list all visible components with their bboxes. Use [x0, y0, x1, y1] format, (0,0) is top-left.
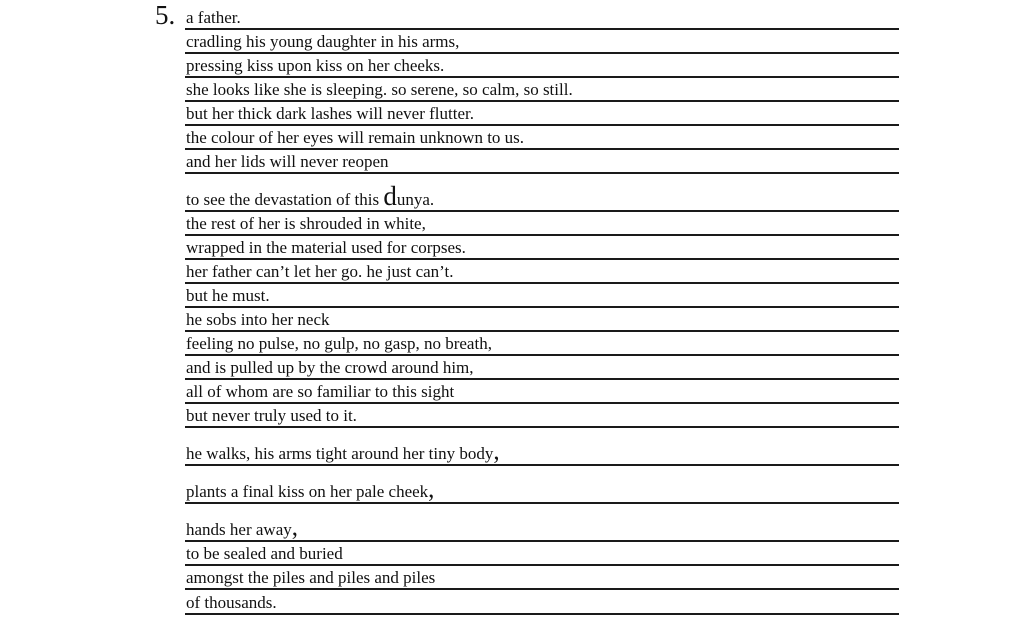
poem-line-text [186, 438, 500, 465]
poem-line [185, 150, 899, 174]
poem-line [185, 590, 899, 615]
poem-line-text: and is pulled up by the crowd around him, [186, 358, 474, 377]
poem-line-text: but he must. [186, 286, 270, 305]
poem-line-text: but never truly used to it. [186, 406, 357, 425]
poem-enlarged-comma: , [291, 514, 298, 541]
poem-line-segment: unya. [396, 190, 435, 209]
poem-line-text: and her lids will never reopen [186, 152, 389, 171]
poem-line [185, 566, 899, 590]
poem-enlarged-comma: , [493, 438, 500, 465]
poem-line-text [186, 476, 435, 503]
poem-line [185, 404, 899, 428]
poem-line-text: he sobs into her neck [186, 310, 330, 329]
poem-line [185, 236, 899, 260]
poem-line-segment: hands her away [186, 520, 292, 539]
poem-line [185, 356, 899, 380]
poem-number: 5. [155, 0, 176, 30]
poem-line [185, 428, 899, 466]
poem-line-segment: plants a final kiss on her pale cheek [186, 482, 429, 501]
poem-line [185, 212, 899, 236]
poem-line-text: but her thick dark lashes will never flutter. [186, 104, 474, 123]
poem-line [185, 284, 899, 308]
poem-enlarged-comma: , [428, 476, 435, 503]
poem-line [185, 30, 899, 54]
poem-line-text: wrapped in the material used for corpses. [186, 238, 466, 257]
poem-line [185, 174, 899, 212]
poem-line-text: to be sealed and buried [186, 544, 343, 563]
poem-line-text: she looks like she is sleeping. so serene, so calm, so still. [186, 80, 573, 99]
poem-line-text: the rest of her is shrouded in white, [186, 214, 426, 233]
poem-line [185, 542, 899, 566]
poem-line [185, 332, 899, 356]
poem-line-text: amongst the piles and piles and piles [186, 568, 436, 587]
poem-line-text: her father can’t let her go. he just can’t. [186, 262, 454, 281]
poem-line [185, 380, 899, 404]
poem-line [185, 466, 899, 504]
poem-line [185, 308, 899, 332]
poem-line [185, 78, 899, 102]
poem-line-text: all of whom are so familiar to this sight [186, 382, 455, 401]
poem-line-text: pressing kiss upon kiss on her cheeks. [186, 56, 445, 75]
poem-line-text: cradling his young daughter in his arms, [186, 32, 460, 51]
poem-line-text: of thousands. [186, 593, 277, 612]
poem-line-text [186, 514, 298, 541]
poem-line-text: a father. [186, 8, 241, 27]
poem-line [185, 54, 899, 78]
poem-line [185, 126, 899, 150]
poem-line-segment: he walks, his arms tight around her tiny body [186, 444, 494, 463]
poem-line-text: the colour of her eyes will remain unknown to us. [186, 128, 525, 147]
poem-line [185, 102, 899, 126]
poem-line-text [186, 181, 435, 211]
poem-enlarged-letter: d [383, 181, 397, 211]
poem-line-segment: to see the devastation of this [186, 190, 384, 209]
poem-line [185, 504, 899, 542]
poem-line-text: feeling no pulse, no gulp, no gasp, no breath, [186, 334, 492, 353]
poem-line [185, 260, 899, 284]
poem-line [185, 4, 899, 30]
